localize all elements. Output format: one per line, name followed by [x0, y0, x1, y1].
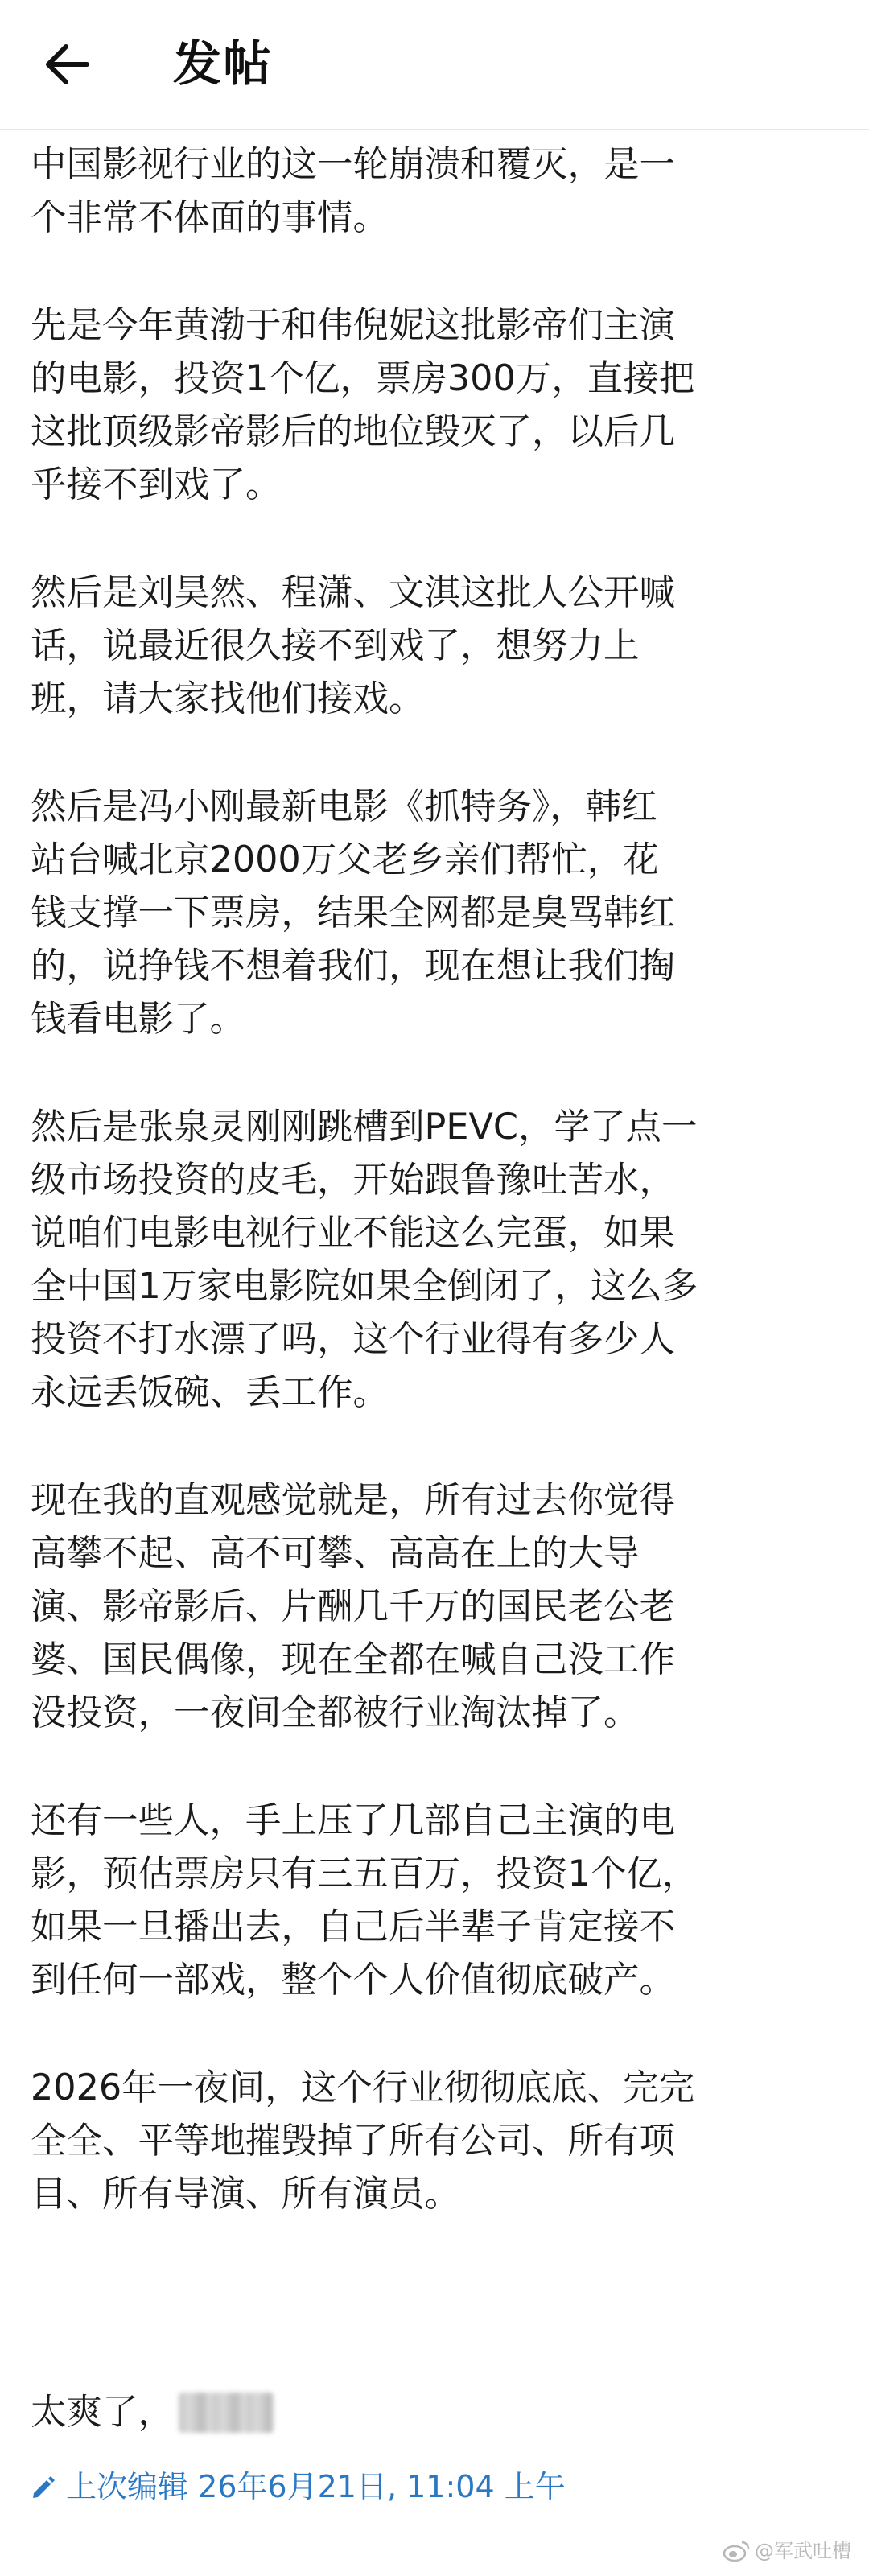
- post-paragraph: 然后是冯小刚最新电影《抓特务》，韩红 站台喊北京2000万父老乡亲们帮忙，花 钱支撑一下票房，结果全网都是臭骂韩红 的，说挣钱不想着我们，现在想让我们掏 钱看电影了。: [31, 786, 676, 1040]
- post-paragraph: 中国影视行业的这一轮崩溃和覆灭，是一 个非常不体面的事情。: [31, 144, 676, 238]
- top-bar: [0, 0, 869, 130]
- redacted-username: [179, 2393, 274, 2433]
- edit-timestamp: 上次编辑 26年6月21日, 11:04 上午: [66, 2469, 566, 2504]
- pencil-icon: [29, 2472, 58, 2501]
- post-paragraph: 先是今年黄渤于和伟倪妮这批影帝们主演 的电影，投资1个亿，票房300万，直接把 这批顶级影帝影后的地位毁灭了，以后几 乎接不到戏了。: [31, 305, 695, 505]
- post-paragraph: 现在我的直观感觉就是，所有过去你觉得 高攀不起、高不可攀、高高在上的大导 演、影帝影后、片酬几千万的国民老公老 婆、国民偶像，现在全都在喊自己没工作 没投资，一夜间全都被行业淘汰掉了。: [31, 1480, 676, 1733]
- edit-history-link[interactable]: [29, 2464, 566, 2509]
- signoff-line: [31, 2386, 274, 2439]
- post-paragraph: 然后是刘昊然、程潇、文淇这批人公开喊 话，说最近很久接不到戏了，想努力上 班，请大家找他们接戏。: [31, 572, 676, 719]
- weibo-logo-icon: [723, 2539, 750, 2563]
- post-paragraph: 2026年一夜间，这个行业彻彻底底、完完 全全、平等地摧毁掉了所有公司、所有项 目、所有导演、所有演员。: [31, 2067, 695, 2215]
- signoff-text: 太爽了，: [31, 2392, 175, 2433]
- watermark: [723, 2535, 851, 2567]
- watermark-text: @军武吐槽: [755, 2540, 851, 2562]
- post-paragraph: 还有一些人，手上压了几部自己主演的电 影，预估票房只有三五百万，投资1个亿， 如果一旦播出去，自己后半辈子肯定接不 到任何一部戏，整个个人价值彻底破产。: [31, 1800, 698, 2001]
- post-paragraph: 然后是张泉灵刚刚跳槽到PEVC，学了点一 级市场投资的皮毛，开始跟鲁豫吐苦水， 说咱们电影电视行业不能这么完蛋，如果 全中国1万家电影院如果全倒闭了，这么多 投资不打水漂了吗，这个行业得有多少人 永远丢饭碗、丢工作。: [31, 1107, 698, 1413]
- post-content: [31, 138, 843, 2276]
- arrow-left-icon[interactable]: [42, 42, 90, 87]
- page-title: 发帖: [173, 36, 273, 93]
